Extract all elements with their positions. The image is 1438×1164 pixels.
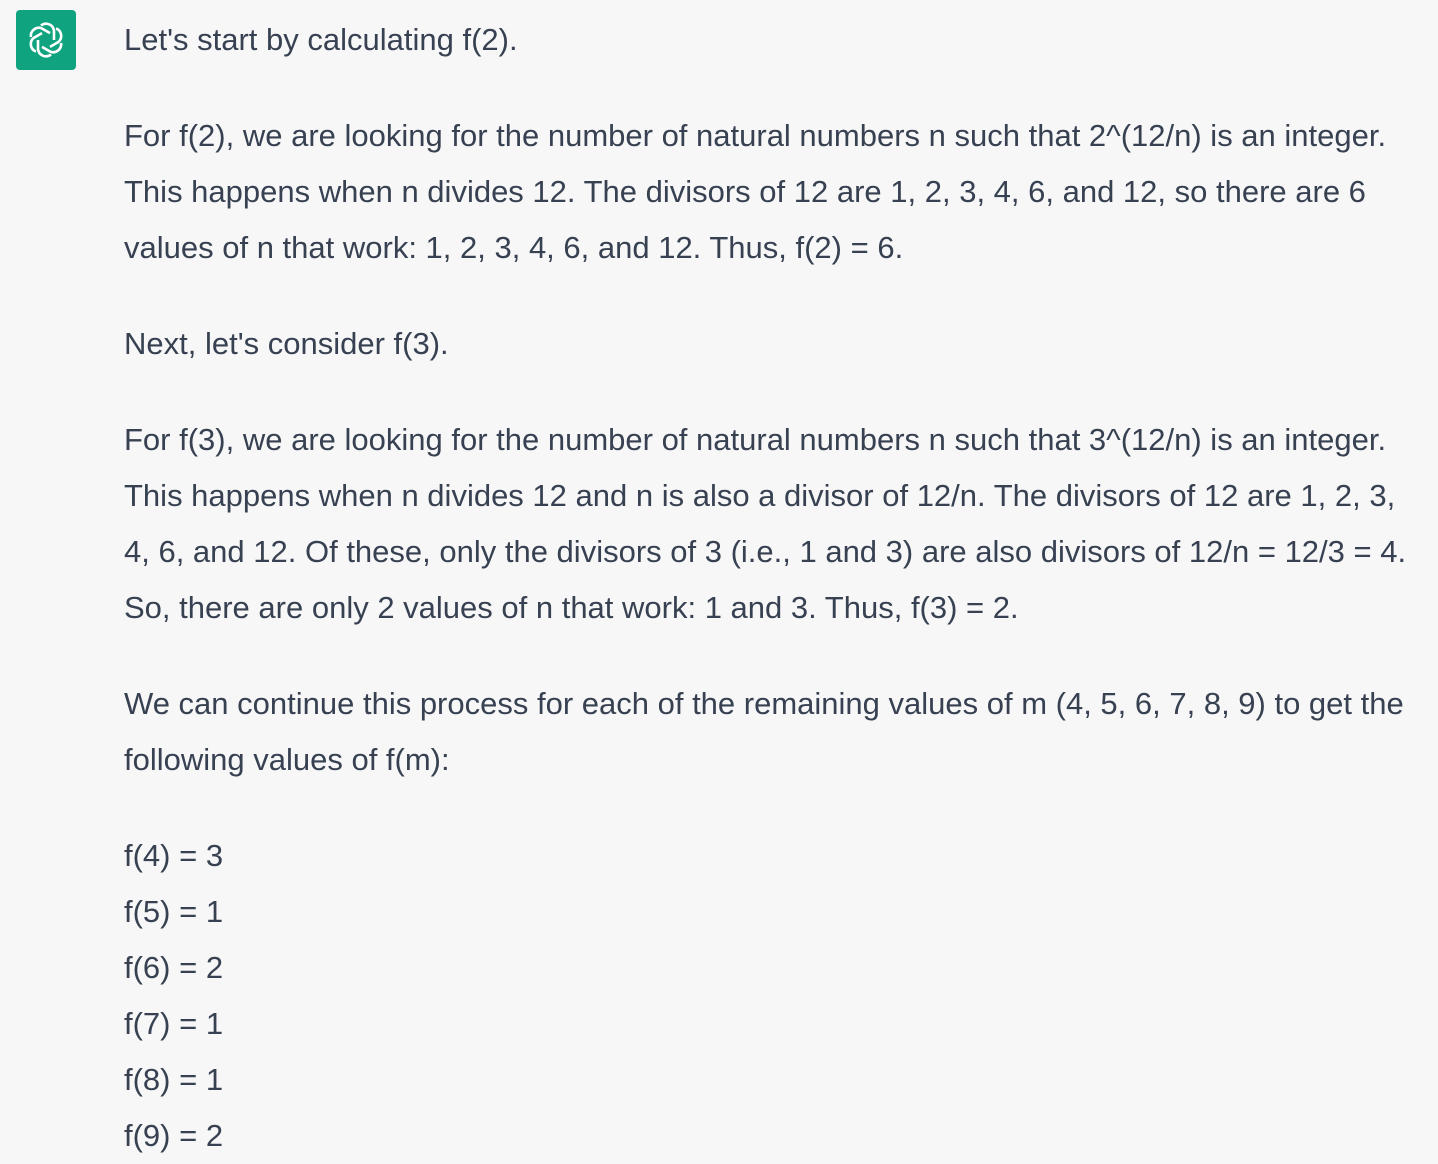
value-line: f(5) = 1 [124,894,224,929]
value-line: f(6) = 2 [124,950,224,985]
values-list [124,828,1424,1164]
assistant-avatar [16,10,76,70]
value-line: f(7) = 1 [124,1006,224,1041]
openai-logo-icon [25,19,67,61]
value-line: f(8) = 1 [124,1062,224,1097]
message-content [124,12,1424,1164]
paragraph-next: Next, let's consider f(3). [124,326,449,361]
value-line: f(9) = 2 [124,1118,224,1153]
paragraph-continue: We can continue this process for each of the remaining values of m (4, 5, 6, 7, 8, 9) to get the following values of f(m): [124,686,1404,777]
paragraph-intro: Let's start by calculating f(2). [124,22,518,57]
value-line: f(4) = 3 [124,838,224,873]
paragraph-f3: For f(3), we are looking for the number of natural numbers n such that 3^(12/n) is an integer. This happens when n divides 12 and n is also a divisor of 12/n. The divisors of 12 are 1, 2, 3, 4, 6, and 12. Of these, only the divisors of 3 (i.e., 1 and 3) are also divisors of 12/n = 12/3 = 4. So, there are only 2 values of n that work: 1 and 3. Thus, f(3) = 2. [124,422,1407,625]
paragraph-f2: For f(2), we are looking for the number of natural numbers n such that 2^(12/n) is an integer. This happens when n divides 12. The divisors of 12 are 1, 2, 3, 4, 6, and 12, so there are 6 values of n that work: 1, 2, 3, 4, 6, and 12. Thus, f(2) = 6. [124,118,1387,265]
